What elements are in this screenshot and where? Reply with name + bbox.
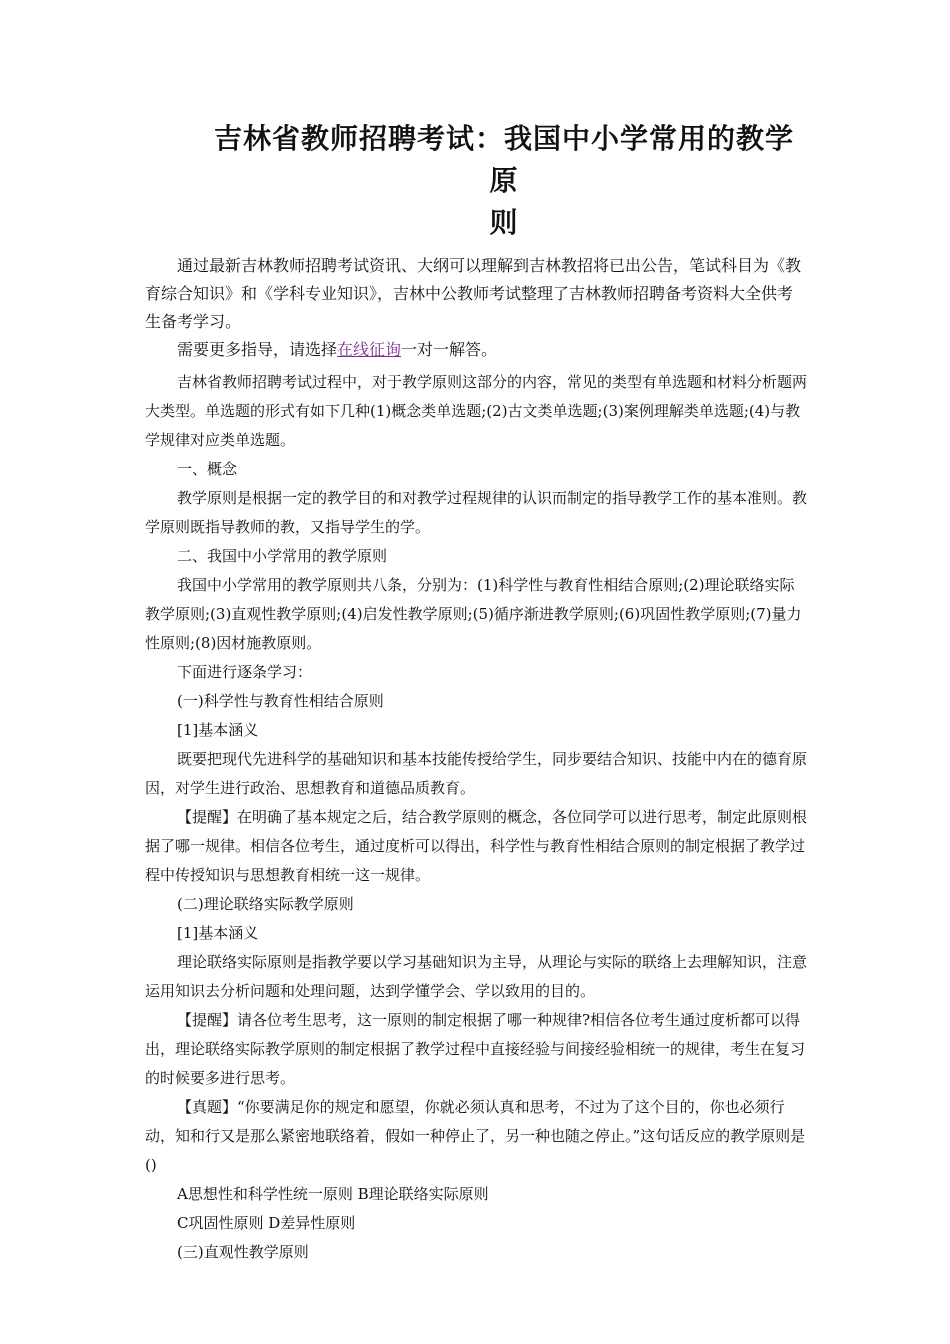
title-line-1: 吉林省教师招聘考试：我国中小学常用的教学原 (213, 122, 794, 197)
paragraph: 吉林省教师招聘考试过程中，对于教学原则这部分的内容，常见的类型有单选题和材料分析题两大类型。单选题的形式有如下几种(1)概念类单选题;(2)古文类单选题;(3)案例理解类单选题;(4)与教学规律对应类单选题。 (145, 373, 808, 449)
paragraph: 理论联络实际原则是指教学要以学习基础知识为主导，从理论与实际的联络上去理解知识，注意运用知识去分析问题和处理问题，达到学懂学会、学以致用的目的。 (145, 953, 808, 1000)
subsection-label: [1]基本涵义 (177, 721, 259, 739)
subsection-heading: (三)直观性教学原则 (177, 1243, 309, 1261)
document-page (145, 118, 807, 1267)
lead-section (145, 252, 807, 364)
paragraph: 既要把现代先进科学的基础知识和基本技能传授给学生，同步要结合知识、技能中内在的德育原因，对学生进行政治、思想教育和道德品质教育。 (145, 750, 808, 797)
answer-options: C巩固性原则 D差异性原则 (177, 1214, 356, 1232)
subsection-label: [1]基本涵义 (177, 924, 259, 942)
answer-options: A思想性和科学性统一原则 B理论联络实际原则 (177, 1185, 489, 1203)
paragraph: 我国中小学常用的教学原则共八条，分别为：(1)科学性与教育性相结合原则;(2)理论联络实际教学原则;(3)直观性教学原则;(4)启发性教学原则;(5)循序渐进教学原则;(6)巩固性教学原则;(7)量力性原则;(8)因材施教原则。 (145, 576, 802, 652)
reminder-paragraph: 【提醒】在明确了基本规定之后，结合教学原则的概念，各位同学可以进行思考，制定此原则根据了哪一规律。相信各位考生，通过度析可以得出，科学性与教育性相结合原则的制定根据了教学过程中传授知识与思想教育相统一这一规律。 (145, 808, 808, 884)
intro-paragraph: 通过最新吉林教师招聘考试资讯、大纲可以理解到吉林教招将已出公告，笔试科目为《教育综合知识》和《学科专业知识》，吉林中公教师考试整理了吉林教师招聘备考资料大全供考生备考学习。 (145, 256, 802, 331)
document-body (145, 368, 807, 1267)
subsection-heading: (二)理论联络实际教学原则 (177, 895, 354, 913)
section-heading: 一、概念 (177, 460, 238, 478)
reminder-paragraph: 【提醒】请各位考生思考，这一原则的制定根据了哪一种规律?相信各位考生通过度析都可以得出，理论联络实际教学原则的制定根据了教学过程中直接经验与间接经验相统一的规律，考生在复习的时候要多进行思考。 (145, 1011, 806, 1087)
document-title (145, 118, 807, 244)
section-heading: 二、我国中小学常用的教学原则 (177, 547, 388, 565)
paragraph: 教学原则是根据一定的教学目的和对教学过程规律的认识而制定的指导教学工作的基本准则。教学原则既指导教师的教，又指导学生的学。 (145, 489, 808, 536)
guide-text-after: 一对一解答。 (401, 340, 498, 359)
guide-text-before: 需要更多指导，请选择 (177, 340, 338, 359)
paragraph: 下面进行逐条学习： (177, 663, 313, 681)
subsection-heading: (一)科学性与教育性相结合原则 (177, 692, 384, 710)
guide-paragraph (145, 336, 807, 364)
online-consult-link[interactable]: 在线征询 (337, 340, 402, 359)
title-line-2: 则 (489, 206, 519, 239)
exam-question: 【真题】“你要满足你的规定和愿望，你就必须认真和思考，不过为了这个目的，你也必须行动，知和行又是那么紧密地联络着，假如一种停止了，另一种也随之停止。”这句话反应的教学原则是() (145, 1098, 806, 1174)
